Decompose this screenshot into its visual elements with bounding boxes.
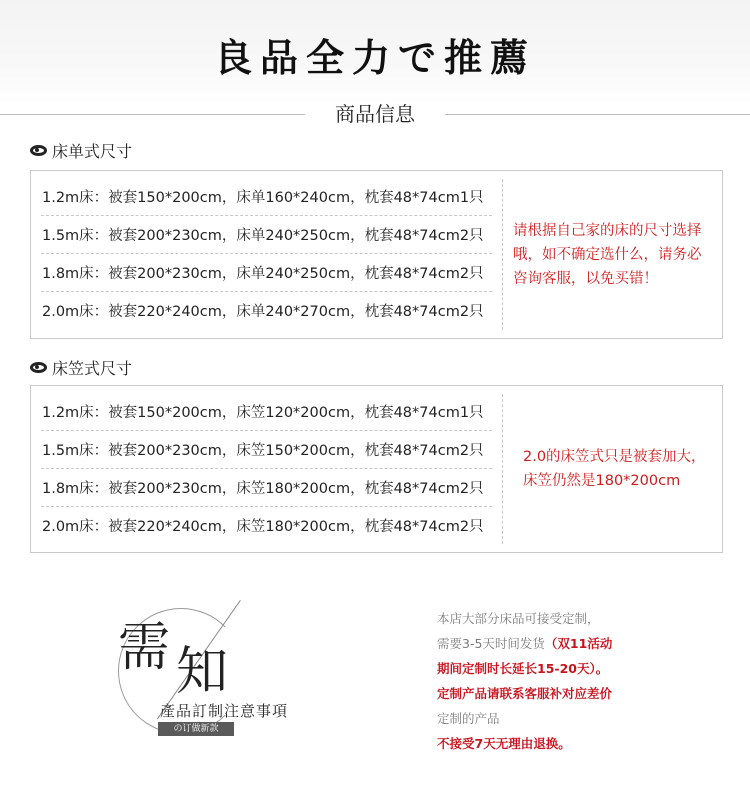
notice-line: 不接受7天无理由退换。 xyxy=(437,736,571,751)
slogan: 良品全力で推薦 xyxy=(213,35,536,80)
notice-line xyxy=(437,631,737,656)
notice-line-part: 需要3-5天时间发货 xyxy=(437,636,545,651)
fitted-note: 2.0的床笠式只是被套加大，床笠仍然是180*200cm xyxy=(523,449,706,489)
table-row: 1.5m床：被套200*230cm，床笠150*200cm，枕套48*74cm2只 xyxy=(41,430,492,468)
sheet-size-table xyxy=(30,170,723,339)
fitted-size-table xyxy=(30,385,723,553)
notice-line: 本店大部分床品可接受定制， xyxy=(437,611,600,626)
fitted-section-title: 床笠式尺寸 xyxy=(52,358,133,378)
eye-icon xyxy=(30,362,47,373)
notice-text xyxy=(437,606,737,756)
fitted-section-label xyxy=(30,357,132,377)
notice-subtitle: 產品訂制注意事項 xyxy=(160,702,289,720)
table-row: 1.2m床：被套150*200cm，床单160*240cm，枕套48*74cm1只 xyxy=(42,189,484,206)
sheet-section-title: 床单式尺寸 xyxy=(52,141,133,161)
table-row: 1.5m床：被套200*230cm，床单240*250cm，枕套48*74cm2只 xyxy=(41,215,492,253)
table-row: 1.8m床：被套200*230cm，床单240*250cm，枕套48*74cm2只 xyxy=(41,253,492,291)
notice-char-1: 需 xyxy=(118,618,171,678)
table-row: 2.0m床：被套220*240cm，床单240*270cm，枕套48*74cm2只 xyxy=(41,291,492,329)
info-title: 商品信息 xyxy=(335,102,415,126)
notice-line: 期间定制时长延长15-20天）。 xyxy=(437,661,609,676)
notice-line: 定制产品请联系客服补对应差价 xyxy=(437,686,613,701)
eye-icon xyxy=(30,145,47,156)
notice-line-part: （双11活动 xyxy=(544,636,613,651)
divider-left xyxy=(0,114,305,115)
table-row: 2.0m床：被套220*240cm，床笠180*200cm，枕套48*74cm2只 xyxy=(41,506,492,544)
notice-char-2: 知 xyxy=(176,642,229,702)
table-row: 1.8m床：被套200*230cm，床笠180*200cm，枕套48*74cm2只 xyxy=(41,468,492,506)
table-row: 1.2m床：被套150*200cm，床笠120*200cm，枕套48*74cm1只 xyxy=(42,404,484,421)
notice-emblem xyxy=(110,608,310,743)
notice-line: 定制的产品 xyxy=(437,711,500,726)
notice-tag: の订做新款 xyxy=(158,722,234,736)
sheet-section-label xyxy=(30,140,132,160)
divider-right xyxy=(445,114,750,115)
sheet-note: 请根据自己家的床的尺寸选择哦，如不确定选什么，请务必咨询客服，以免买错！ xyxy=(513,222,702,287)
